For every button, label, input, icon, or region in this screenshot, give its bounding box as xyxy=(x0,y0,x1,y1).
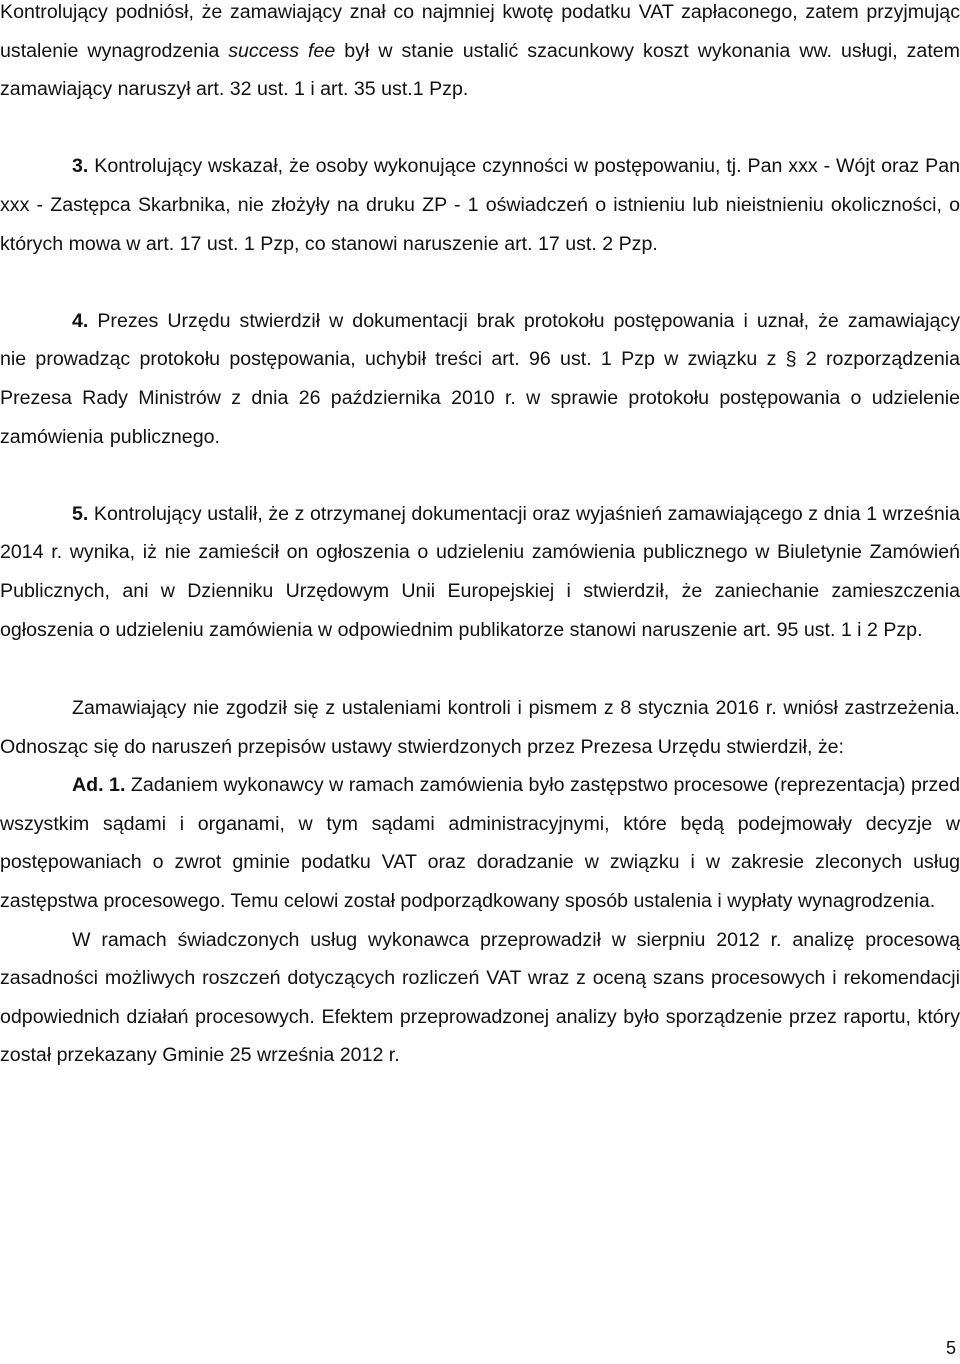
paragraph-gap xyxy=(0,456,960,495)
paragraph-point-3 xyxy=(0,147,960,263)
point-number: 4. xyxy=(72,309,89,332)
italic-term: success fee xyxy=(228,39,336,62)
point-number: 5. xyxy=(72,502,89,525)
paragraph-text: był w stanie ustalić szacunkowy koszt wykonania ww. usługi, zatem zamawiający naruszył art. 32 ust. 1 i art. 35 ust.1 Pzp. xyxy=(0,39,960,101)
paragraph-objection: Zamawiający nie zgodził się z ustaleniami kontroli i pismem z 8 stycznia 2016 r. wniósł zastrzeżenia. Odnosząc się do naruszeń przepisów ustawy stwierdzonych przez Prezesa Urzędu stwierdził, że: xyxy=(0,697,960,758)
page-number: 5 xyxy=(945,1338,956,1358)
paragraph-point-4 xyxy=(0,302,960,456)
point-number: 3. xyxy=(72,155,89,178)
point-number: Ad. 1. xyxy=(72,774,126,797)
paragraph-gap xyxy=(0,263,960,302)
paragraph-analysis: W ramach świadczonych usług wykonawca przeprowadził w sierpniu 2012 r. analizę procesową zasadności możliwych roszczeń dotyczących rozliczeń VAT wraz z oceną szans procesowych i rekomendacji odpowiednich działań procesowych. Efektem przeprowadzonej analizy było sporządzenie przez raportu, który został przekazany Gminie 25 września 2012 r. xyxy=(0,928,960,1067)
paragraph-point-5 xyxy=(0,495,960,649)
paragraph-gap xyxy=(0,649,960,689)
paragraph-ad-1 xyxy=(0,766,960,920)
paragraph-text: Kontrolujący podniósł, że zamawiający znał co najmniej kwotę podatku VAT zapłaconego, zatem przyjmując ustalenie wynagrodzenia xyxy=(0,1,960,62)
paragraph-text: Zadaniem wykonawcy w ramach zamówienia było zastępstwo procesowe (reprezentacja) przed wszystkim sądami i organami, w tym sądami administracyjnymi, które będą podejmowały decyzje w postępowaniach o zwrot gminie podatku VAT oraz doradzanie w związku i w zakresie zleconych usług zastępstwa procesowego. Temu celowi został podporządkowany sposób ustalenia i wypłaty wynagrodzenia. xyxy=(0,774,960,913)
paragraph-text: Kontrolujący wskazał, że osoby wykonujące czynności w postępowaniu, tj. Pan xxx - Wójt oraz Pan xxx - Zastępca Skarbnika, nie złożyły na druku ZP - 1 oświadczeń o istnieniu lub nieistnieniu okoliczności, o których mowa w art. 17 ust. 1 Pzp, co stanowi naruszenie art. 17 ust. 2 Pzp. xyxy=(0,155,960,255)
paragraph-success-fee xyxy=(0,0,960,109)
paragraph-text: Kontrolujący ustalił, że z otrzymanej dokumentacji oraz wyjaśnień zamawiającego z dnia 1 września 2014 r. wynika, iż nie zamieścił on ogłoszenia o udzieleniu zamówienia publicznego w Biuletynie Zamówień Publicznych, ani w Dzienniku Urzędowym Unii Europejskiej i stwierdził, że zaniechanie zamieszczenia ogłoszenia o udzieleniu zamówienia w odpowiednim publikatorze stanowi naruszenie art. 95 ust. 1 i 2 Pzp. xyxy=(0,502,960,641)
paragraph-gap xyxy=(0,109,960,148)
paragraph-text: Prezes Urzędu stwierdził w dokumentacji brak protokołu postępowania i uznał, że zamawiający nie prowadząc protokołu postępowania, uchybił treści art. 96 ust. 1 Pzp w związku z § 2 rozporządzenia Prezesa Rady Ministrów z dnia 26 października 2010 r. w sprawie protokołu postępowania o udzielenie zamówienia publicznego. xyxy=(0,309,960,448)
